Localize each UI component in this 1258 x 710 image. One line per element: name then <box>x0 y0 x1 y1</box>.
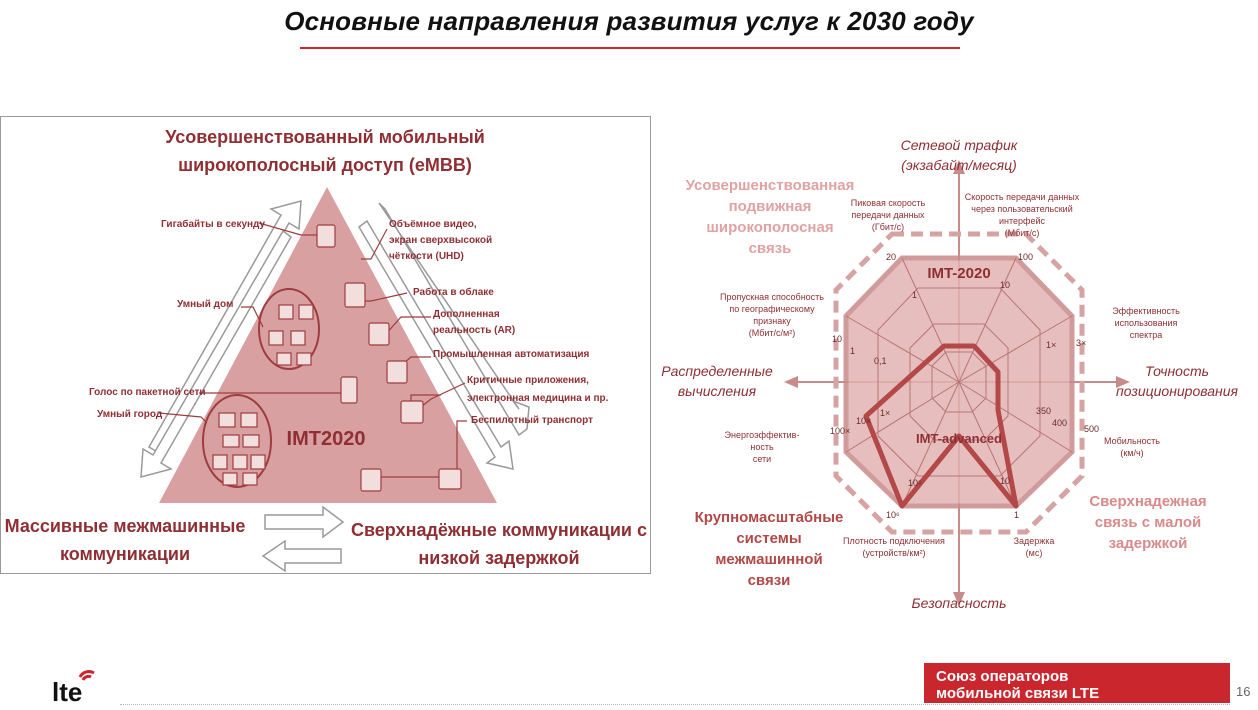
axis-distributed-1: Распределенные <box>661 363 773 379</box>
metric-peak-3: (Гбит/с) <box>871 222 905 232</box>
corner-urllc-2: связь с малой <box>1094 514 1202 531</box>
city-doc-icon <box>223 473 237 485</box>
tick-user-100: 100 <box>1018 252 1034 262</box>
use-case-smart-home: Умный дом <box>177 299 234 310</box>
tick-area-1: 1 <box>850 346 856 356</box>
car-icon <box>439 469 461 489</box>
home-house-icon <box>269 331 283 345</box>
tick-area-01: 0,1 <box>874 356 887 366</box>
footer-divider <box>120 704 1230 705</box>
axis-security: Безопасность <box>911 595 1007 611</box>
home-clock-icon <box>277 353 291 365</box>
corner-mmtc-2: системы <box>736 530 802 547</box>
corner-labels-light <box>686 177 855 257</box>
use-case-driverless: Беспилотный транспорт <box>471 415 594 426</box>
tick-mobility-400: 400 <box>1052 418 1068 428</box>
database-icon <box>317 225 335 247</box>
urllc-title-2: низкой задержкой <box>418 548 580 568</box>
tick-area-10: 10 <box>832 334 843 344</box>
mmtc-title-2: коммуникации <box>59 544 191 564</box>
corner-mmtc-4: связи <box>747 572 791 589</box>
tick-latency-1: 1 <box>1014 510 1020 520</box>
tick-mobility-500: 500 <box>1084 424 1100 434</box>
urllc-title-1: Сверхнадёжные коммуникации с <box>350 520 648 540</box>
imt-advanced-label: IMT-advanced <box>916 431 1002 446</box>
tick-energy-1x: 1× <box>880 408 891 418</box>
use-case-ar-2: реальность (AR) <box>433 325 516 336</box>
metric-density-1: Плотность подключения <box>843 536 945 546</box>
city-wifi-icon <box>213 455 227 469</box>
use-case-volumetric-3: чёткости (UHD) <box>389 251 464 262</box>
metric-spectrum-2: использования <box>1114 318 1178 328</box>
home-grid-icon <box>291 331 305 345</box>
metric-user-4: (Мбит/с) <box>1004 228 1040 238</box>
tick-density-1e6: 10⁶ <box>886 510 900 520</box>
axis-arrow-left <box>784 376 798 388</box>
metric-spectrum-3: спектра <box>1129 330 1163 340</box>
metric-user-2: через пользовательский <box>971 204 1073 214</box>
axis-positioning-1: Точность <box>1144 363 1210 379</box>
brand-banner <box>924 663 1230 703</box>
tick-mobility-350: 350 <box>1036 406 1052 416</box>
corner-embb-1: Усовершенствованная <box>685 177 855 194</box>
tick-energy-100x: 100× <box>830 426 851 436</box>
use-case-smart-city: Умный город <box>97 409 163 420</box>
metric-latency-2: (мс) <box>1025 548 1043 558</box>
corner-urllc-3: задержкой <box>1108 535 1188 552</box>
metric-energy-1: Энергоэффектив- <box>724 430 800 440</box>
corner-embb-4: связь <box>748 240 792 257</box>
city-train-icon <box>243 435 259 447</box>
use-case-critical-2: электронная медицина и пр. <box>467 393 609 404</box>
corner-urllc-1: Сверхнадежная <box>1089 493 1207 510</box>
use-case-voice: Голос по пакетной сети <box>89 387 206 398</box>
axis-distributed-2: вычисления <box>677 383 757 399</box>
tick-energy-10x: 10× <box>856 416 872 426</box>
phone-icon <box>341 377 357 403</box>
lte-logo-text: lte <box>52 677 83 705</box>
metric-energy-2: ность <box>750 442 774 452</box>
pyramid-diagram <box>1 117 650 573</box>
city-store-icon <box>251 455 265 469</box>
metric-spectrum-1: Эффективность <box>1112 306 1180 316</box>
city-camera-icon <box>243 473 257 485</box>
tick-peak-20: 20 <box>886 252 897 262</box>
tick-peak-1: 1 <box>912 290 918 300</box>
metric-latency-1: Задержка <box>1013 536 1055 546</box>
metric-energy-3: сети <box>752 454 772 464</box>
imt2020-label: IMT-2020 <box>927 265 991 282</box>
slide-title: Основные направления развития услуг к 2030 году <box>284 6 974 36</box>
radar-diagram <box>652 120 1258 620</box>
metric-area-1: Пропускная способность <box>720 292 824 302</box>
robot-icon <box>401 401 423 423</box>
metric-peak-1: Пиковая скорость <box>850 198 926 208</box>
embb-title-2: широкополосный доступ (eMBB) <box>178 155 472 175</box>
city-bars-icon <box>233 455 247 469</box>
axis-traffic-2: (экзабайт/месяц) <box>901 157 1017 173</box>
bottom-left-arrow <box>263 541 341 571</box>
metric-mobility-1: Мобильность <box>1103 436 1161 446</box>
axis-traffic-1: Сетевой трафик <box>900 137 1018 153</box>
use-case-volumetric-2: экран сверхвысокой <box>389 235 493 246</box>
city-car-icon <box>223 435 239 447</box>
tick-latency-10: 10 <box>1000 476 1011 486</box>
metric-mobility-2: (км/ч) <box>1120 448 1144 458</box>
metric-peak-2: передачи данных <box>851 210 925 220</box>
tick-spectrum-3x: 3× <box>1076 338 1087 348</box>
tick-density-1e5: 10⁵ <box>908 478 922 488</box>
lte-logo-icon <box>50 665 120 705</box>
use-case-gigabytes: Гигабайты в секунду <box>161 219 266 230</box>
corner-embb-3: широкополосная <box>706 219 834 236</box>
globe-icon <box>387 361 407 383</box>
title-underline <box>300 47 960 49</box>
corner-mmtc-3: межмашинной <box>715 551 823 568</box>
tablet-icon <box>345 283 365 307</box>
metric-area-4: (Мбит/с/м²) <box>748 328 796 338</box>
imt2020-center-label: IMT2020 <box>286 428 366 450</box>
tick-user-10: 10 <box>1000 280 1011 290</box>
page-number: 16 <box>1236 684 1251 699</box>
metric-area-3: признаку <box>753 316 791 326</box>
metric-density-2: (устройств/км²) <box>862 548 926 558</box>
home-safe-icon <box>297 353 311 365</box>
axis-positioning-2: позиционирования <box>1115 383 1239 399</box>
metric-area-2: по географическому <box>729 304 815 314</box>
bottom-right-arrow <box>265 507 343 537</box>
home-door-icon <box>299 305 313 319</box>
metric-user-3: интерфейс <box>999 216 1045 226</box>
metric-user-1: Скорость передачи данных <box>964 192 1080 202</box>
use-case-industrial: Промышленная автоматизация <box>433 349 590 360</box>
home-tv-icon <box>279 305 293 319</box>
mmtc-title-1: Массивные межмашинные <box>4 516 246 536</box>
corner-mmtc-1: Крупномасштабные <box>694 509 844 526</box>
brand-line-1: Союз операторов <box>936 668 1069 685</box>
city-sign-icon <box>241 413 257 427</box>
corner-embb-2: подвижная <box>728 198 812 215</box>
use-case-cloud: Работа в облаке <box>413 287 494 298</box>
use-case-critical-1: Критичные приложения, <box>467 375 589 386</box>
pyramid-panel <box>0 116 651 574</box>
use-case-ar-1: Дополненная <box>433 309 500 320</box>
cloud-icon <box>369 323 389 345</box>
use-case-volumetric-1: Объёмное видео, <box>389 219 477 230</box>
tick-spectrum-1x: 1× <box>1046 340 1057 350</box>
brand-line-2: мобильной связи LTE <box>936 685 1100 702</box>
city-grid-icon <box>219 413 235 427</box>
lte-logo <box>50 665 120 705</box>
plug-icon <box>361 469 381 491</box>
embb-title-1: Усовершенствованный мобильный <box>165 127 485 147</box>
